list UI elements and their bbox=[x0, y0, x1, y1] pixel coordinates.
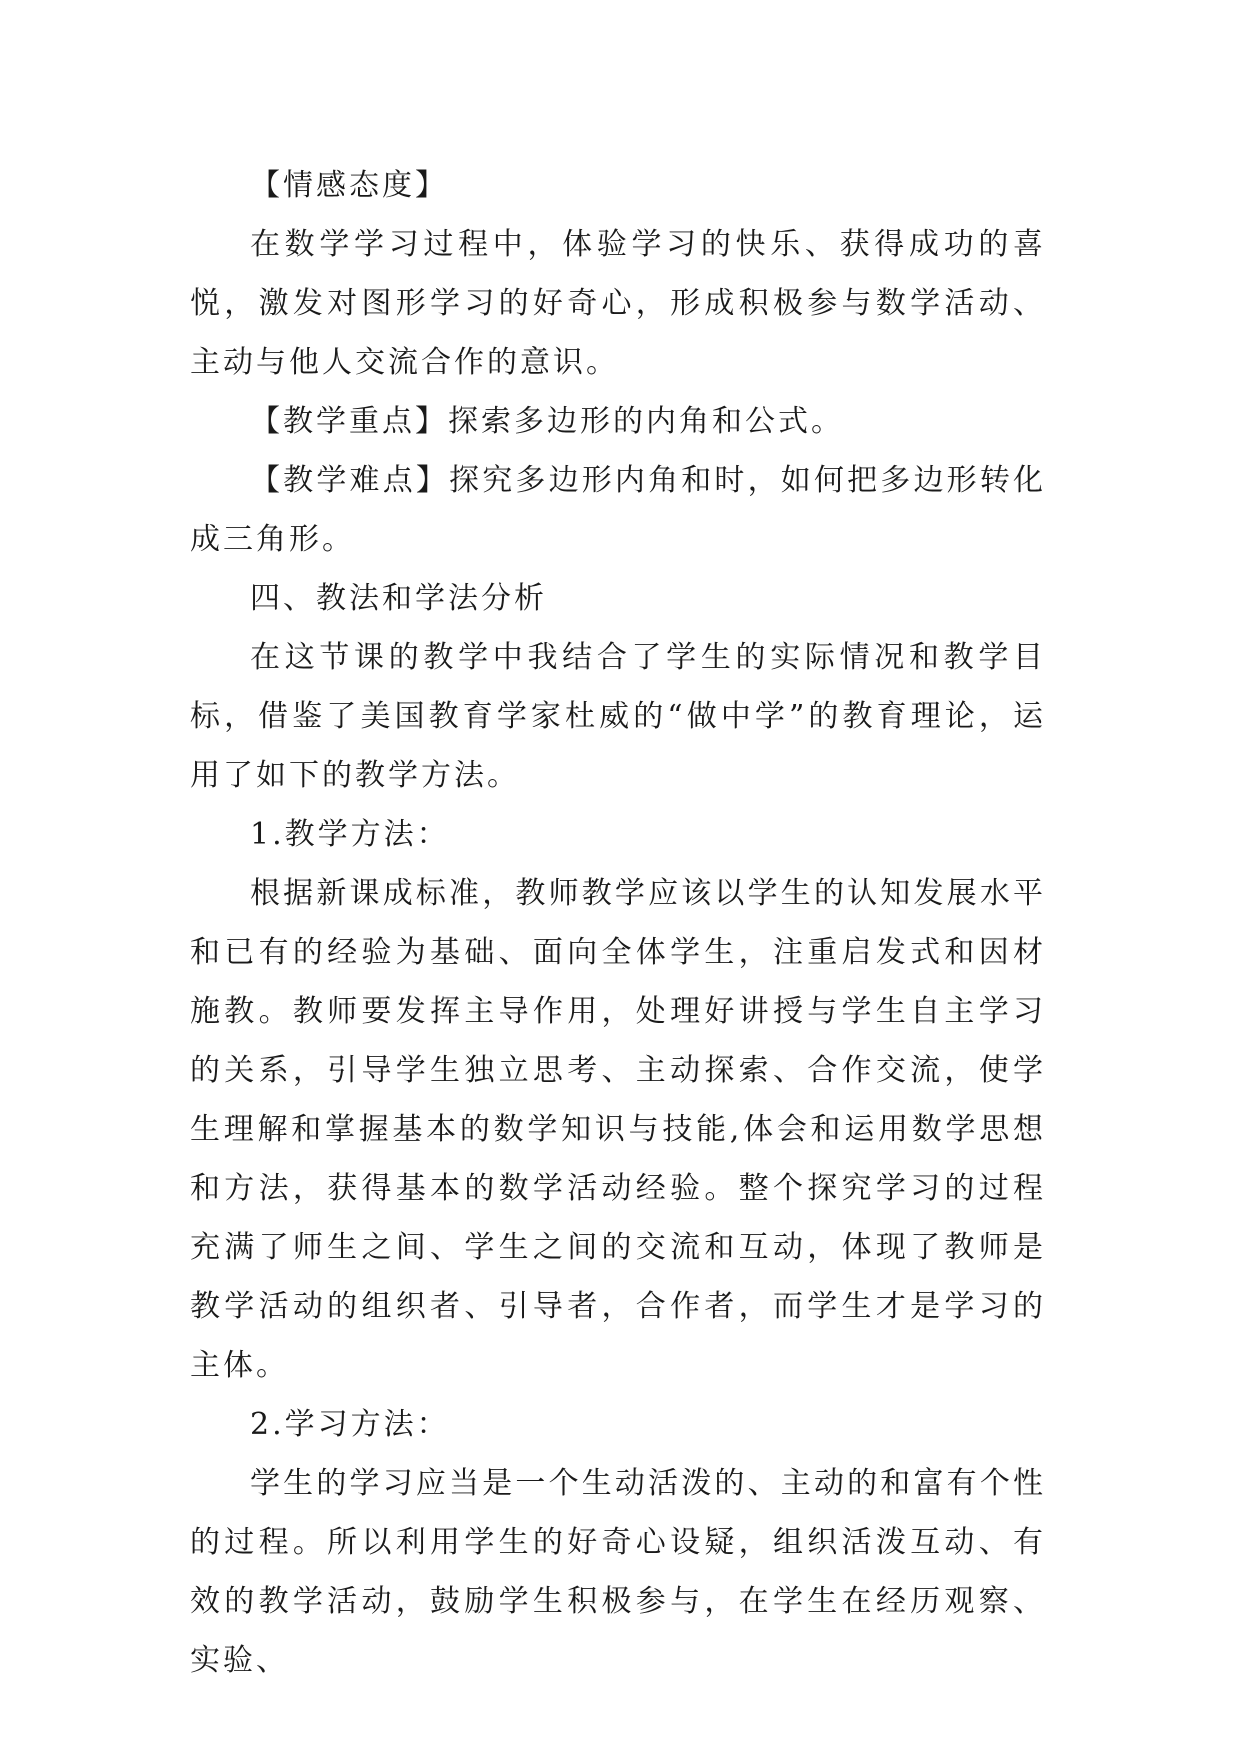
section-heading-emotional-attitude: 【情感态度】 bbox=[250, 168, 448, 203]
paragraph-teaching-difficulty: 【教学难点】探究多边形内角和时，如何把多边形转化成三角形。 bbox=[190, 463, 1046, 557]
section-heading-methods-analysis: 四、教法和学法分析 bbox=[250, 581, 547, 616]
paragraph-teaching-focus: 【教学重点】探索多边形的内角和公式。 bbox=[250, 404, 844, 439]
subheading-teaching-methods: 1.教学方法： bbox=[250, 817, 450, 852]
paragraph-methods-intro: 在这节课的教学中我结合了学生的实际情况和教学目标，借鉴了美国教育学家杜威的“做中学”的教育理论，运用了如下的教学方法。 bbox=[190, 640, 1046, 793]
subheading-learning-methods: 2.学习方法： bbox=[250, 1407, 450, 1442]
paragraph-learning-methods: 学生的学习应当是一个生动活泼的、主动的和富有个性的过程。所以利用学生的好奇心设疑，组织活泼互动、有效的教学活动，鼓励学生积极参与，在学生在经历观察、实验、 bbox=[190, 1466, 1046, 1678]
paragraph-teaching-methods: 根据新课成标准，教师教学应该以学生的认知发展水平和已有的经验为基础、面向全体学生，注重启发式和因材施教。教师要发挥主导作用，处理好讲授与学生自主学习的关系，引导学生独立思考、主动探索、合作交流，使学生理解和掌握基本的数学知识与技能,体会和运用数学思想和方法，获得基本的数学活动经验。整个探究学习的过程充满了师生之间、学生之间的交流和互动，体现了教师是教学活动的组织者、引导者，合作者，而学生才是学习的主体。 bbox=[190, 876, 1046, 1383]
document-body bbox=[190, 156, 1046, 1690]
paragraph-emotional-attitude: 在数学学习过程中，体验学习的快乐、获得成功的喜悦，激发对图形学习的好奇心，形成积极参与数学活动、主动与他人交流合作的意识。 bbox=[190, 227, 1046, 380]
